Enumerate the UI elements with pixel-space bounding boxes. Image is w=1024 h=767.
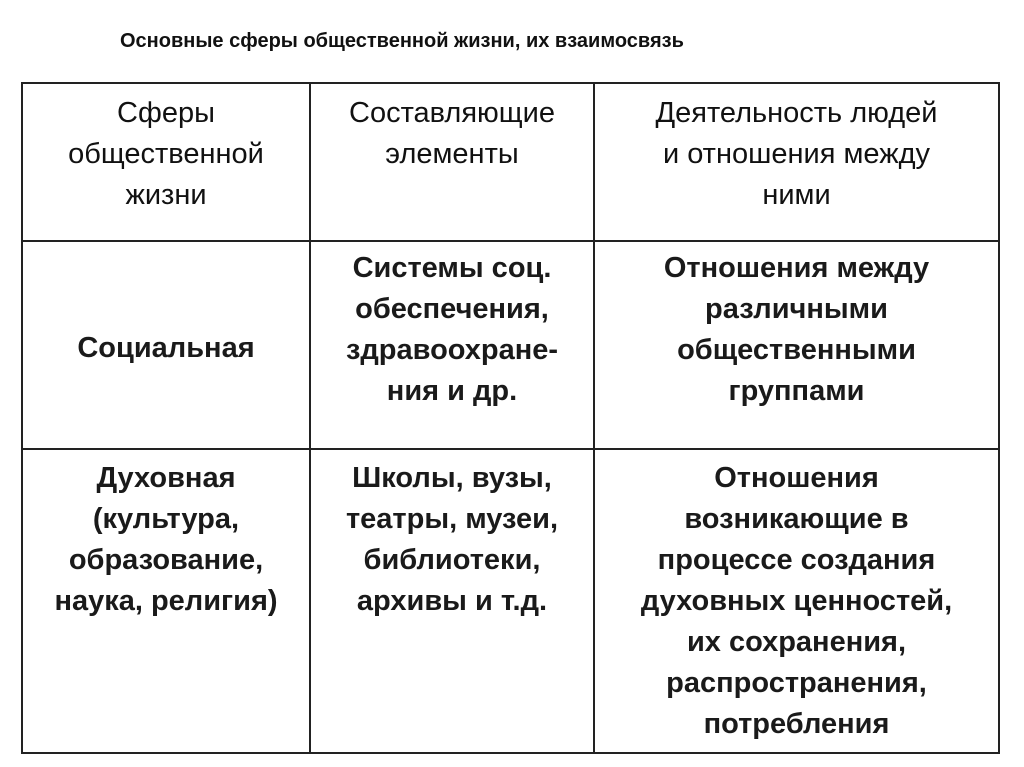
- cell-text: здравоохране-: [345, 334, 559, 366]
- sphere-name-text: наука, религия): [54, 585, 278, 617]
- header-text: Составляющие: [349, 97, 555, 129]
- page-title: Основные сферы общественной жизни, их взаимосвязь: [120, 30, 684, 52]
- header-cell-spheres: [22, 83, 310, 241]
- cell-text: потребления: [703, 708, 890, 740]
- table-row-social: [22, 241, 999, 449]
- cell-text: Школы, вузы,: [352, 462, 552, 494]
- cell-text: возникающие в: [684, 503, 909, 535]
- cell-text: различными: [705, 293, 888, 325]
- elements-cell: [310, 241, 594, 449]
- sphere-name-text: образование,: [68, 544, 264, 576]
- cell-text: духовных ценностей,: [640, 585, 953, 617]
- table-header-row: [22, 83, 999, 241]
- sphere-name-cell: [22, 449, 310, 753]
- cell-text: общественными: [677, 334, 916, 366]
- cell-text: обеспечения,: [355, 293, 549, 325]
- cell-text: их сохранения,: [686, 626, 907, 658]
- relations-cell: [594, 241, 999, 449]
- header-text: и отношения между: [662, 138, 931, 170]
- sphere-name-cell: [22, 241, 310, 449]
- elements-cell: [310, 449, 594, 753]
- relations-cell: [594, 449, 999, 753]
- header-cell-relations: [594, 83, 999, 241]
- sphere-name-text: Духовная: [96, 462, 236, 494]
- sphere-name-text: (культура,: [92, 503, 240, 535]
- cell-text: процессе создания: [657, 544, 936, 576]
- cell-text: Отношения между: [663, 252, 930, 284]
- header-text: элементы: [385, 138, 519, 170]
- spheres-table: [21, 82, 1000, 754]
- cell-text: театры, музеи,: [345, 503, 559, 535]
- cell-text: архивы и т.д.: [356, 585, 548, 617]
- header-text: общественной: [68, 138, 264, 170]
- cell-text: распространения,: [666, 667, 927, 699]
- table-row-spiritual: [22, 449, 999, 753]
- cell-text: ния и др.: [386, 375, 518, 407]
- sphere-name-text: Социальная: [77, 331, 255, 364]
- header-text: ними: [762, 179, 831, 211]
- header-text: Деятельность людей: [655, 97, 938, 129]
- header-cell-elements: [310, 83, 594, 241]
- cell-text: Системы соц.: [352, 252, 552, 284]
- header-text: Сферы: [117, 97, 215, 129]
- cell-text: библиотеки,: [363, 544, 541, 576]
- header-text: жизни: [125, 179, 207, 211]
- cell-text: группами: [728, 375, 865, 407]
- cell-text: Отношения: [714, 462, 879, 494]
